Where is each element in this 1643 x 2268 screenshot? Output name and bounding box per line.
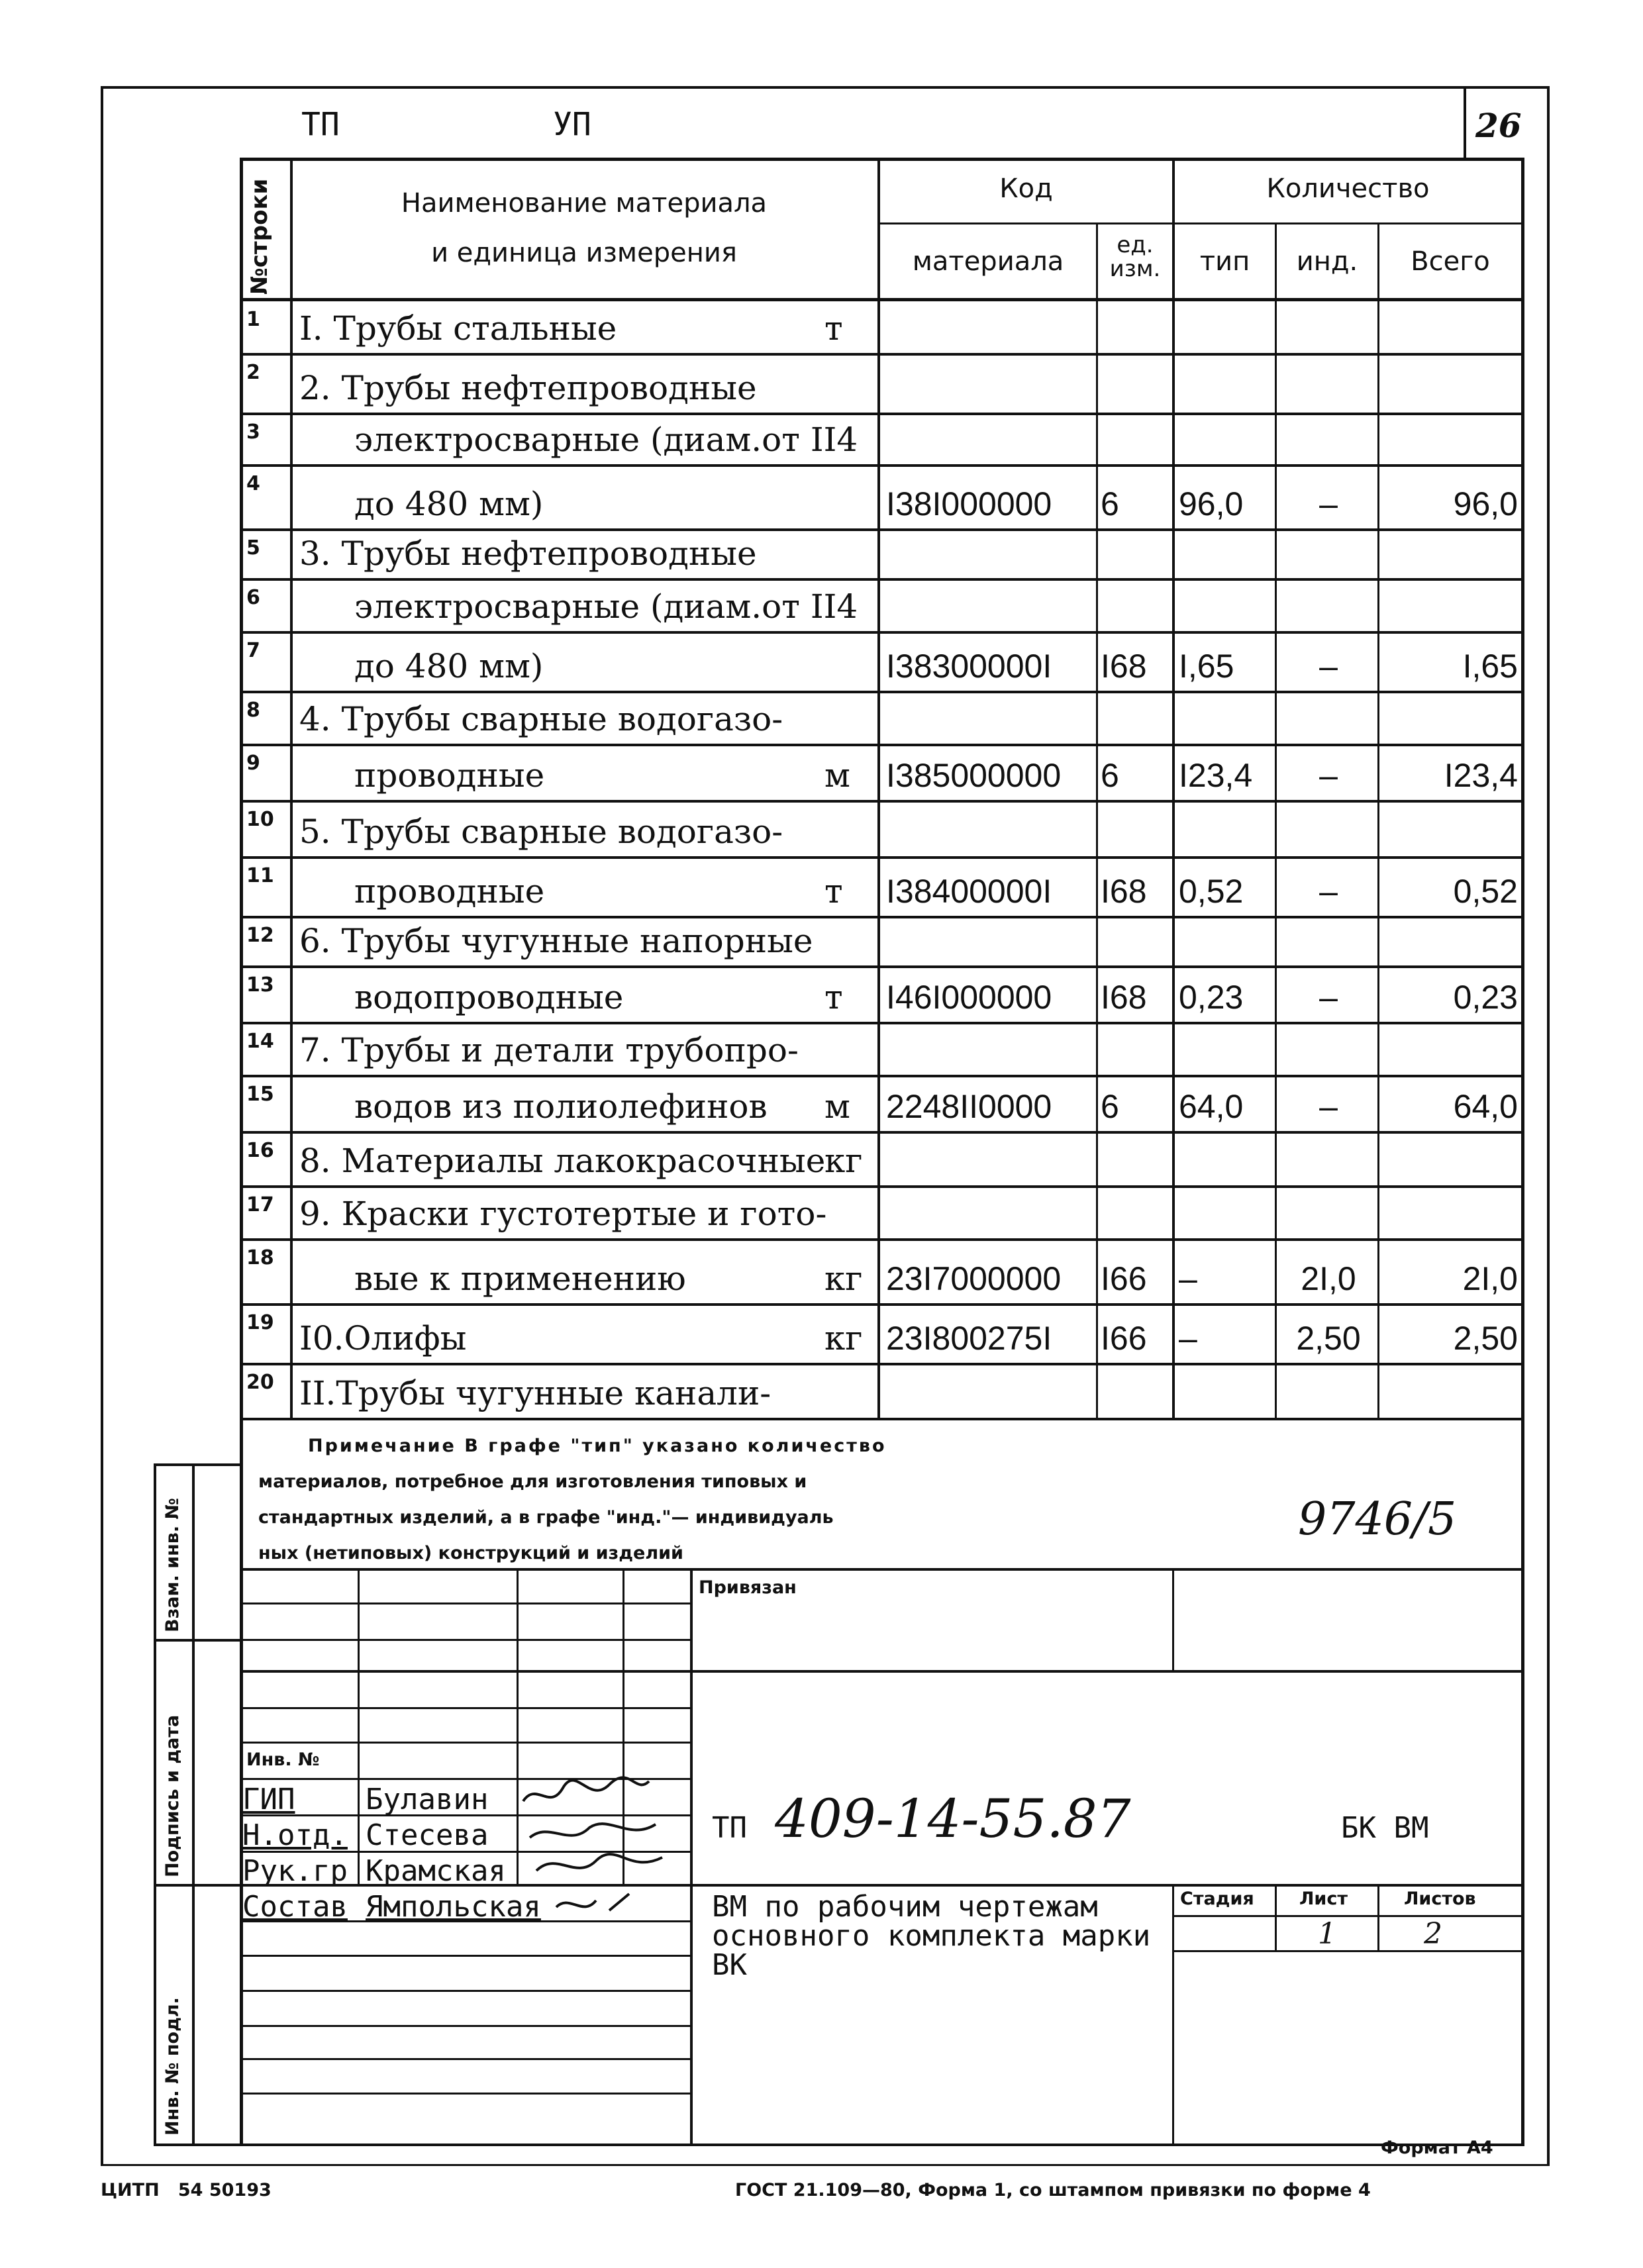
row-divider <box>240 856 1524 859</box>
stamp-h11 <box>240 1955 690 1957</box>
header-name: Наименование материала и единица измерения <box>401 188 768 268</box>
row-ed: I66 <box>1101 1260 1147 1297</box>
row-total: 0,52 <box>1453 873 1518 910</box>
side-vzam-inv: Взам. инв. № <box>162 1497 183 1632</box>
side-sep-2 <box>154 1884 240 1887</box>
row-number: 6 <box>246 586 260 609</box>
row-tip: I23,4 <box>1179 757 1253 794</box>
row-name: водов из полиолефинов <box>354 1087 768 1126</box>
row-divider <box>240 1303 1524 1306</box>
row-number: 7 <box>246 639 260 662</box>
col-line-2 <box>877 158 880 1419</box>
stamp-privyazan: Привязан <box>699 1577 797 1598</box>
row-divider <box>240 413 1524 415</box>
row-ed: I68 <box>1101 979 1147 1016</box>
row-number: 17 <box>246 1193 274 1216</box>
row-tip: 96,0 <box>1179 485 1244 522</box>
row-total: 64,0 <box>1453 1088 1518 1125</box>
row-code: I385000000 <box>886 757 1062 794</box>
row-divider <box>240 353 1524 356</box>
sheets-label: Листов <box>1404 1889 1476 1909</box>
row-ind: – <box>1319 485 1338 522</box>
footer-left: ЦИТП 54 50193 <box>101 2180 272 2200</box>
row-divider <box>240 464 1524 467</box>
row-ed: 6 <box>1101 757 1119 794</box>
row-divider <box>240 1363 1524 1365</box>
row-name: водопроводные <box>354 978 624 1016</box>
person-role-3: Рук.гр <box>242 1854 348 1888</box>
note-line-4: ных (нетиповых) конструкций и изделий <box>258 1543 683 1563</box>
sheets-value: 2 <box>1424 1917 1442 1951</box>
row-ind: – <box>1319 1088 1338 1125</box>
header-row-no: №строки <box>246 178 273 295</box>
person-name-2: Стесева <box>366 1818 489 1852</box>
note-line-3: стандартных изделий, а в графе "инд."— индивидуаль <box>258 1507 834 1528</box>
row-total: 0,23 <box>1453 979 1518 1016</box>
page-number-box-left <box>1464 86 1466 159</box>
row-name: 4. Трубы сварные водогазо- <box>299 700 783 738</box>
row-unit: т <box>824 978 843 1016</box>
row-ed: I68 <box>1101 648 1147 685</box>
row-name: I0.Олифы <box>299 1319 467 1357</box>
row-divider <box>240 800 1524 803</box>
row-unit: кг <box>824 1259 863 1298</box>
side-top <box>154 1463 240 1466</box>
row-number: 19 <box>246 1311 274 1334</box>
stamp-inv-no: Инв. № <box>246 1750 320 1770</box>
row-number: 12 <box>246 924 274 947</box>
row-ind: – <box>1319 757 1338 794</box>
row-total: I23,4 <box>1444 757 1518 794</box>
row-ed: 6 <box>1101 485 1119 522</box>
row-divider <box>240 1238 1524 1241</box>
row-ind: – <box>1319 873 1338 910</box>
stage-v1 <box>1275 1884 1277 1950</box>
row-number: 1 <box>246 308 260 331</box>
side-col-right <box>192 1463 195 2145</box>
stage-h1 <box>1172 1915 1523 1917</box>
sheet-label: Лист <box>1299 1889 1348 1909</box>
row-unit: т <box>824 309 843 348</box>
row-tip: – <box>1179 1320 1197 1357</box>
header-mid-line <box>877 222 1521 224</box>
row-name: проводные <box>354 872 545 911</box>
table-bottom <box>240 2144 1524 2146</box>
row-divider <box>240 1075 1524 1077</box>
stamp-h14 <box>240 2058 690 2060</box>
side-podpis-data: Подпись и дата <box>162 1714 183 1877</box>
row-total: 96,0 <box>1453 485 1518 522</box>
row-name: 8. Материалы лакокрасочные <box>299 1142 826 1180</box>
row-ind: – <box>1319 979 1338 1016</box>
row-total: 2I,0 <box>1462 1260 1518 1297</box>
col-line-1 <box>290 158 293 1419</box>
row-divider <box>240 1418 1524 1420</box>
row-tip: – <box>1179 1260 1197 1297</box>
note-line-2: материалов, потребное для изготовления типовых и <box>258 1471 807 1492</box>
row-ed: I66 <box>1101 1320 1147 1357</box>
row-name: 9. Краски густотертые и гото- <box>299 1195 827 1233</box>
header-qty-type: тип <box>1199 246 1250 277</box>
table-right <box>1521 158 1524 2145</box>
row-name: II.Трубы чугунные канали- <box>299 1374 772 1412</box>
header-qty-ind: инд. <box>1296 246 1358 277</box>
row-number: 15 <box>246 1083 274 1106</box>
person-name-3: Крамская <box>366 1854 506 1888</box>
row-divider <box>240 916 1524 918</box>
signatures <box>517 1775 695 1927</box>
stamp-v5 <box>1172 1568 1174 1671</box>
top-mid-label: УП <box>553 106 591 143</box>
row-name: вые к применению <box>354 1259 686 1298</box>
row-number: 13 <box>246 973 274 997</box>
row-name: до 480 мм) <box>354 485 544 523</box>
header-code-unit: ед. изм. <box>1109 232 1161 282</box>
note-handwritten-number: 9746/5 <box>1298 1493 1457 1546</box>
row-number: 18 <box>246 1246 274 1269</box>
person-role-4: Состав <box>242 1890 348 1924</box>
row-unit: м <box>824 756 850 795</box>
side-inv-podl: Инв. № подл. <box>162 1997 183 2136</box>
row-code: 2248II0000 <box>886 1088 1052 1125</box>
row-code: I38400000I <box>886 873 1052 910</box>
row-divider <box>240 744 1524 746</box>
row-unit: кг <box>824 1142 863 1180</box>
footer-right: ГОСТ 21.109—80, Форма 1, со штампом привязки по форме 4 <box>735 2180 1371 2200</box>
stage-box-top <box>1172 1884 1174 2145</box>
row-code: I46I000000 <box>886 979 1052 1016</box>
row-name: 5. Трубы сварные водогазо- <box>299 813 783 851</box>
stage-v2 <box>1377 1884 1379 1950</box>
frame-top <box>101 86 1550 89</box>
row-divider <box>240 965 1524 968</box>
row-divider <box>240 691 1524 693</box>
row-number: 16 <box>246 1139 274 1162</box>
row-number: 20 <box>246 1371 274 1394</box>
row-name: 7. Трубы и детали трубопро- <box>299 1031 799 1069</box>
stamp-h15 <box>240 2093 690 2095</box>
row-unit: м <box>824 1087 850 1126</box>
stamp-h12 <box>240 1990 690 1992</box>
row-tip: 0,52 <box>1179 873 1244 910</box>
stamp-v1 <box>358 1568 360 1886</box>
col-line-4 <box>1172 158 1175 1419</box>
row-name: до 480 мм) <box>354 647 544 685</box>
doc-number: 409-14-55.87 <box>775 1788 1131 1849</box>
row-number: 8 <box>246 699 260 722</box>
footer-line <box>101 2164 1550 2166</box>
header-code: Код <box>999 173 1053 204</box>
row-unit: кг <box>824 1319 863 1357</box>
row-name: 3. Трубы нефтепроводные <box>299 534 757 573</box>
header-code-material: материала <box>912 246 1064 277</box>
row-ind: – <box>1319 648 1338 685</box>
stamp-top <box>240 1568 1524 1571</box>
row-name: 6. Трубы чугунные напорные <box>299 922 813 960</box>
row-name: проводные <box>354 756 545 795</box>
row-divider <box>240 578 1524 581</box>
row-ind: 2I,0 <box>1301 1260 1356 1297</box>
row-tip: 64,0 <box>1179 1088 1244 1125</box>
doc-title: ВМ по рабочим чертежам основного комплекта марки ВК <box>712 1890 1151 1982</box>
row-divider <box>240 1022 1524 1024</box>
row-number: 4 <box>246 472 260 495</box>
header-qty-total: Всего <box>1411 246 1490 277</box>
side-sep-1 <box>154 1639 240 1642</box>
row-code: I38300000I <box>886 648 1052 685</box>
row-unit: т <box>824 872 843 911</box>
row-total: 2,50 <box>1453 1320 1518 1357</box>
row-ind: 2,50 <box>1296 1320 1361 1357</box>
header-quantity: Количество <box>1266 173 1430 204</box>
row-number: 10 <box>246 808 274 831</box>
row-divider <box>240 528 1524 531</box>
top-left-label: ТП <box>301 106 340 143</box>
person-name-4: Ямпольская <box>366 1890 541 1924</box>
row-number: 5 <box>246 536 260 560</box>
row-code: 23I800275I <box>886 1320 1052 1357</box>
person-name-1: Булавин <box>366 1783 489 1816</box>
row-tip: 0,23 <box>1179 979 1244 1016</box>
row-code: 23I7000000 <box>886 1260 1062 1297</box>
row-code: I38I000000 <box>886 485 1052 522</box>
row-divider <box>240 1131 1524 1134</box>
sheet-value: 1 <box>1318 1917 1336 1951</box>
header-bottom <box>240 298 1524 301</box>
row-name: электросварные (диам.от II4 <box>354 587 858 626</box>
row-number: 3 <box>246 420 260 444</box>
row-ed: I68 <box>1101 873 1147 910</box>
table-top <box>240 158 1524 161</box>
note-line-1: Примечание В графе "тип" указано количество <box>308 1436 887 1456</box>
footer-format: Формат А4 <box>1381 2138 1493 2158</box>
row-number: 2 <box>246 361 260 384</box>
person-role-1: ГИП <box>242 1783 295 1816</box>
row-number: 14 <box>246 1030 274 1053</box>
stage-h2 <box>1172 1950 1523 1952</box>
side-col-left <box>154 1463 156 2145</box>
stamp-h3 <box>240 1670 1524 1673</box>
row-divider <box>240 1185 1524 1188</box>
row-number: 9 <box>246 752 260 775</box>
doc-prefix: ТП <box>712 1811 747 1845</box>
frame-right <box>1547 86 1550 2165</box>
row-name: I. Трубы стальные <box>299 309 617 348</box>
row-number: 11 <box>246 864 274 887</box>
side-bottom <box>154 2144 240 2146</box>
doc-mark: БК ВМ <box>1341 1811 1429 1845</box>
stamp-h13 <box>240 2025 690 2027</box>
page-number: 26 <box>1475 106 1522 145</box>
row-name: 2. Трубы нефтепроводные <box>299 369 757 407</box>
stage-label: Стадия <box>1180 1889 1254 1909</box>
row-total: I,65 <box>1462 648 1518 685</box>
row-name: электросварные (диам.от II4 <box>354 420 858 459</box>
row-tip: I,65 <box>1179 648 1234 685</box>
row-divider <box>240 631 1524 634</box>
row-ed: 6 <box>1101 1088 1119 1125</box>
person-role-2: Н.отд. <box>242 1818 348 1852</box>
frame-left <box>101 86 103 2165</box>
